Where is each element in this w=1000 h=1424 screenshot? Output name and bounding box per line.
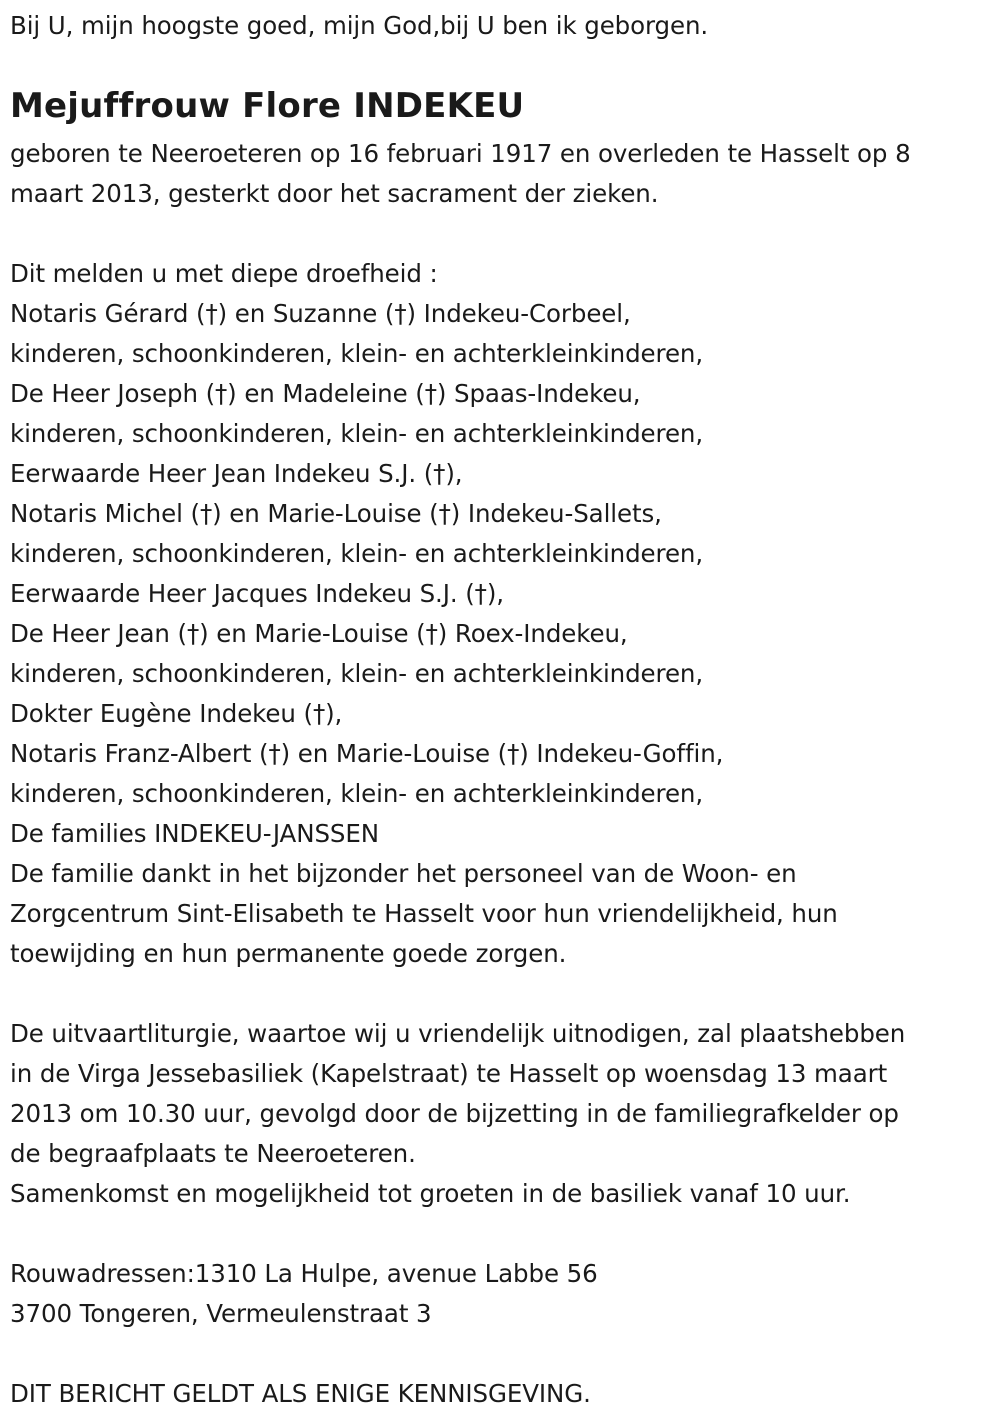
- family-line: kinderen, schoonkinderen, klein- en achterkleinkinderen,: [10, 659, 704, 688]
- family-line: Notaris Franz-Albert (†) en Marie-Louise (†) Indekeu-Goffin,: [10, 739, 724, 768]
- family-announcement: [10, 254, 995, 854]
- family-line: De families INDEKEU-JANSSEN: [10, 819, 379, 848]
- mourning-addresses: [10, 1254, 995, 1334]
- family-line: Dokter Eugène Indekeu (†),: [10, 699, 343, 728]
- address-line: Rouwadressen:1310 La Hulpe, avenue Labbe 56: [10, 1259, 598, 1288]
- family-line: kinderen, schoonkinderen, klein- en achterkleinkinderen,: [10, 539, 704, 568]
- address-line: 3700 Tongeren, Vermeulenstraat 3: [10, 1299, 432, 1328]
- notice-line: DIT BERICHT GELDT ALS ENIGE KENNISGEVING.: [10, 1379, 591, 1408]
- liturgy-line: in de Virga Jessebasiliek (Kapelstraat) te Hasselt op woensdag 13 maart: [10, 1059, 888, 1088]
- family-line: kinderen, schoonkinderen, klein- en achterkleinkinderen,: [10, 779, 704, 808]
- notice-statement: [10, 1374, 995, 1414]
- family-line: kinderen, schoonkinderen, klein- en achterkleinkinderen,: [10, 419, 704, 448]
- liturgy-line: De uitvaartliturgie, waartoe wij u vriendelijk uitnodigen, zal plaatshebben: [10, 1019, 906, 1048]
- thanks-paragraph: [10, 854, 995, 974]
- liturgy-line: 2013 om 10.30 uur, gevolgd door de bijzetting in de familiegrafkelder op: [10, 1099, 899, 1128]
- family-line: Notaris Gérard (†) en Suzanne (†) Indekeu-Corbeel,: [10, 299, 631, 328]
- family-line: Notaris Michel (†) en Marie-Louise (†) Indekeu-Sallets,: [10, 499, 662, 528]
- birth-line: geboren te Neeroeteren op 16 februari 1917 en overleden te Hasselt op 8: [10, 139, 911, 168]
- liturgy-line: de begraafplaats te Neeroeteren.: [10, 1139, 416, 1168]
- birth-line: maart 2013, gesterkt door het sacrament der zieken.: [10, 179, 659, 208]
- family-line: Eerwaarde Heer Jacques Indekeu S.J. (†),: [10, 579, 504, 608]
- deceased-name-title: Mejuffrouw Flore INDEKEU: [10, 86, 525, 126]
- family-line: De Heer Jean (†) en Marie-Louise (†) Roex-Indekeu,: [10, 619, 628, 648]
- thanks-line: toewijding en hun permanente goede zorgen.: [10, 939, 567, 968]
- thanks-line: Zorgcentrum Sint-Elisabeth te Hasselt voor hun vriendelijkheid, hun: [10, 899, 838, 928]
- funeral-liturgy-paragraph: [10, 1014, 995, 1214]
- family-intro: Dit melden u met diepe droefheid :: [10, 259, 438, 288]
- family-line: Eerwaarde Heer Jean Indekeu S.J. (†),: [10, 459, 463, 488]
- thanks-line: De familie dankt in het bijzonder het personeel van de Woon- en: [10, 859, 797, 888]
- family-line: kinderen, schoonkinderen, klein- en achterkleinkinderen,: [10, 339, 704, 368]
- birth-death-paragraph: [10, 134, 995, 214]
- family-line: De Heer Joseph (†) en Madeleine (†) Spaas-Indekeu,: [10, 379, 641, 408]
- liturgy-line: Samenkomst en mogelijkheid tot groeten in de basiliek vanaf 10 uur.: [10, 1179, 851, 1208]
- motto: Bij U, mijn hoogste goed, mijn God,bij U ben ik geborgen.: [10, 11, 709, 40]
